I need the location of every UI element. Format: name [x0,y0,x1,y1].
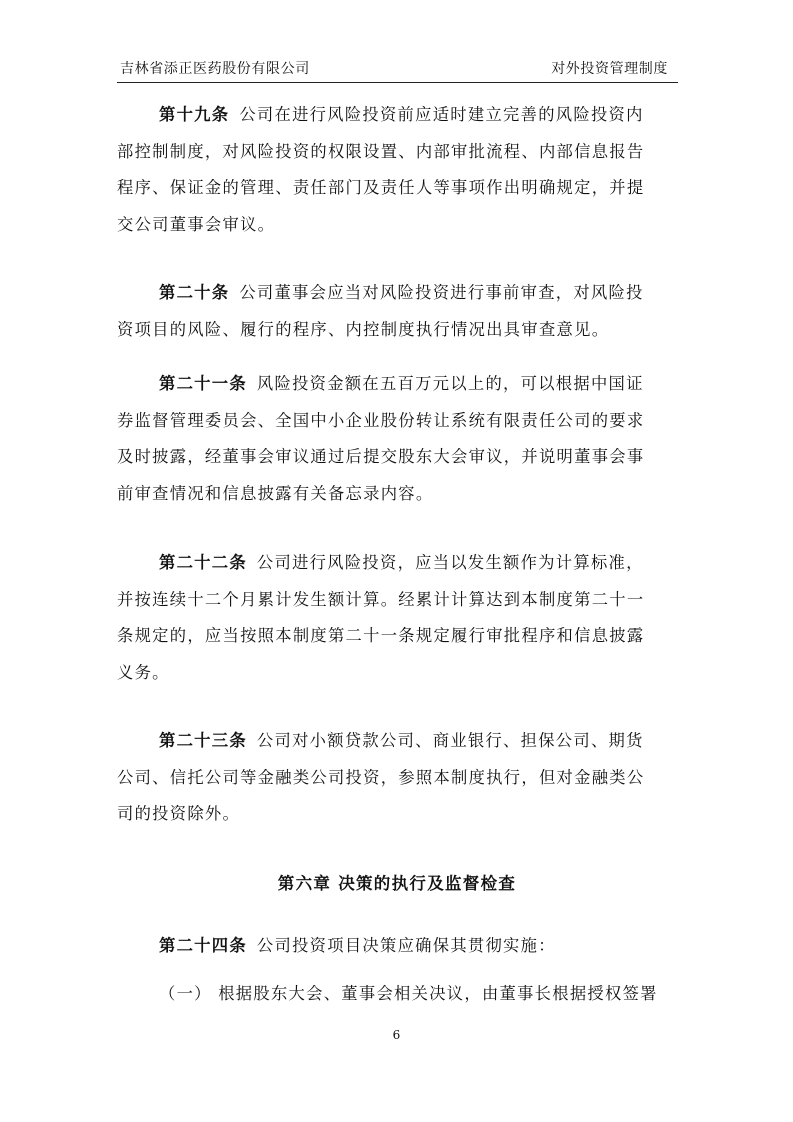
article-label: 第二十二条 [159,553,247,572]
article-23 [117,723,677,833]
paragraph-line: 部控制制度，对风险投资的权限设置、内部审批流程、内部信息报告 [117,141,645,161]
company-name: 吉林省添正医药股份有限公司 [120,61,310,77]
paragraph-line [117,97,677,134]
paragraph-line [117,723,677,760]
paragraph-text: 公司进行风险投资，应当以发生额作为计算标准， [256,553,644,572]
paragraph-line: 义务。 [117,662,170,682]
article-24 [117,928,677,965]
paragraph-line: 程序、保证金的管理、责任部门及责任人等事项作出明确规定，并提 [117,178,645,197]
paragraph-line [117,366,677,403]
paragraph-text: 风险投资金额在五百万元以上的，可以根据中国证 [256,374,644,393]
paragraph-text: 公司对小额贷款公司、商业银行、担保公司、期货 [256,731,644,750]
paragraph-line: 资项目的风险、履行的程序、内控制度执行情况出具审查意见。 [117,319,610,339]
article-22 [117,545,677,691]
article-label: 第二十四条 [159,936,247,955]
chapter-heading: 第六章 决策的执行及监督检查 [277,874,517,893]
paragraph-line [117,928,677,965]
article-label: 第二十条 [159,283,230,302]
paragraph-line: （一） 根据股东大会、董事会相关决议，由董事长根据授权签署 [159,984,658,1003]
paragraph-line: 并按连续十二个月累计发生额计算。经累计计算达到本制度第二十一 [117,589,645,609]
paragraph-line: 司的投资除外。 [117,804,241,823]
paragraph-line: 券监督管理委员会、全国中小企业股份转让系统有限责任公司的要求 [117,410,645,430]
article-label: 第十九条 [159,105,230,124]
paragraph-text: 公司投资项目决策应确保其贯彻实施： [256,936,556,955]
article-label: 第二十三条 [159,731,247,750]
page-number: 6 [392,1028,401,1042]
article-label: 第二十一条 [159,374,247,393]
paragraph-line: 公司、信托公司等金融类公司投资，参照本制度执行，但对金融类公 [117,767,645,787]
paragraph-line [117,545,677,582]
paragraph-text: 公司在进行风险投资前应适时建立完善的风险投资内 [239,105,644,124]
paragraph-line: 交公司董事会审议。 [117,214,276,234]
list-item-1 [117,976,677,1013]
paragraph-text: 公司董事会应当对风险投资进行事前审查，对风险投 [239,283,644,302]
page-header [117,56,678,83]
paragraph-line [117,275,677,312]
article-21 [117,366,677,512]
paragraph-line: 前审查情况和信息披露有关备忘录内容。 [117,483,434,503]
paragraph-line: 条规定的，应当按照本制度第二十一条规定履行审批程序和信息披露 [117,626,645,645]
article-19 [117,97,677,243]
document-title: 对外投资管理制度 [551,61,668,77]
paragraph-line: 及时披露，经董事会审议通过后提交股东大会审议，并说明董事会事 [117,447,645,466]
article-20 [117,275,677,348]
